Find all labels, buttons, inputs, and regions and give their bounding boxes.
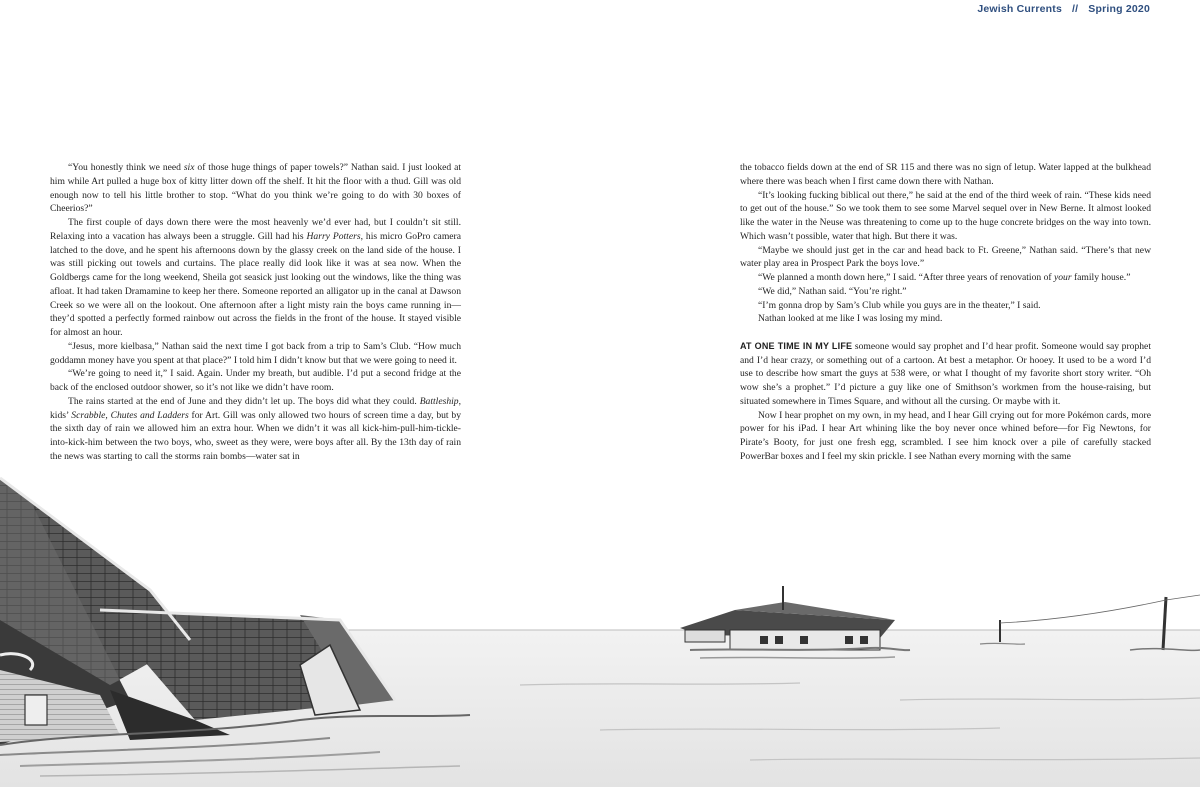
section-opening-paragraph: AT ONE TIME IN MY LIFE someone would say prophet and I’d hear profit. Someone would say prophet and I’d hear crazy, or something out of a cartoon. At best a metaphor. Or hooey. It used to be a word I’d use to describe how smart the guys at 538 were, or what I thought of my favorite short story writer. “Oh wow she’s a prophet.” I’d picture a guy like one of Smithson’s workmen from the house-raising, but situated somewhere in Times Square, and without all the cursing. Or maybe with it. xyxy=(740,340,1151,407)
publication-name: Jewish Currents xyxy=(977,3,1063,15)
paragraph: Now I hear prophet on my own, in my head, and I hear Gill crying out for more Pokémon cards, more power for his iPad. I hear Art whining like the boy never once whined before—for Fig Newtons, for Pirate’s Booty, for just one fresh egg, scrambled. I see him knock over a pile of carefully stacked PowerBar boxes and I feel my skin prickle. I see Nathan every morning with the same xyxy=(740,409,1151,462)
paragraph: The rains started at the end of June and they didn’t let up. The boys did what they could. Battleship, kids’ Scrabble, Chutes and Ladders for Art. Gill was only allowed two hours of screen time a day, but by the sixth day of rain we allowed him an extra hour. When we didn’t it was all kick-him-pull-him-tickle-into-kick-him between the two boys, who, sweet as they were, were boys after all. By the 13th day of rain the news was starting to call the storms rain bombs—water sat in xyxy=(50,395,461,462)
running-header xyxy=(977,3,1150,15)
paragraph: “Jesus, more kielbasa,” Nathan said the next time I got back from a trip to Sam’s Club. “How much goddamn money have you spent at that place?” I told him I didn’t know but that we were going to need it. xyxy=(50,340,461,366)
left-text-column xyxy=(50,161,461,464)
header-separator: // xyxy=(1072,3,1079,15)
paragraph: “You honestly think we need six of those huge things of paper towels?” Nathan said. I just looked at him while Art pulled a huge box of kitty litter down off the shelf. It hit the floor with a thud. Gill was old enough now to tell his little brother to stop. “What do you think we’re going to do with 30 boxes of Cheerios?” xyxy=(50,162,461,215)
section-lead-in: AT ONE TIME IN MY LIFE xyxy=(740,340,853,351)
paragraph: “We did,” Nathan said. “You’re right.” xyxy=(758,285,907,297)
paragraph: “It’s looking fucking biblical out there,” he said at the end of the third week of rain. “These kids need to get out of the house.” So we took them to see some Marvel sequel over in New Berne. It almost looked like the water in the Neuse was threatening to come up to the huge concrete bridges on the way into town. Which wasn’t possible, water that high. But there it was. xyxy=(740,189,1151,242)
paragraph: Nathan looked at me like I was losing my mind. xyxy=(758,313,943,325)
flooded-houses-illustration xyxy=(0,470,1200,787)
paragraph: The first couple of days down there were the most heavenly we’d ever had, but I couldn’t sit still. Relaxing into a vacation has always been a struggle. Gill had his Harry Potters, his micro GoPro camera latched to the dove, and he spent his afternoons down by the glassy creek on the land side of the house. I was still picking out towels and curtains. The place really did look like it was at sea now. When the Goldbergs came for the long weekend, Sheila got seasick just looking out the windows, like the thing was afloat. It had taken Dramamine to keep her there. Someone reported an alligator up in the canal at Dawson Creek so we were all on the lookout. One afternoon after a light misty rain the boys came running in—they’d spotted a perfectly formed rainbow out across the fields in the front of the house. It stayed visible for almost an hour. xyxy=(50,217,461,338)
paragraph: “We planned a month down here,” I said. “After three years of renovation of your family house.” xyxy=(758,272,1131,283)
sinking-house-left xyxy=(0,478,395,745)
paragraph: “I’m gonna drop by Sam’s Club while you guys are in the theater,” I said. xyxy=(758,299,1041,311)
paragraph: “We’re going to need it,” I said. Again. Under my breath, but audible. I’d put a second fridge at the back of the enclosed outdoor shower, so it’s not like we didn’t have room. xyxy=(50,368,461,393)
right-text-column xyxy=(740,161,1151,464)
issue-date: Spring 2020 xyxy=(1088,3,1150,15)
paragraph: the tobacco fields down at the end of SR 115 and there was no sign of letup. Water lapped at the bulkhead where there was beach when I first came down there with Nathan. xyxy=(740,162,1151,187)
paragraph: “Maybe we should just get in the car and head back to Ft. Greene,” Nathan said. “There’s that new water play area in Prospect Park the boys love.” xyxy=(740,244,1151,270)
